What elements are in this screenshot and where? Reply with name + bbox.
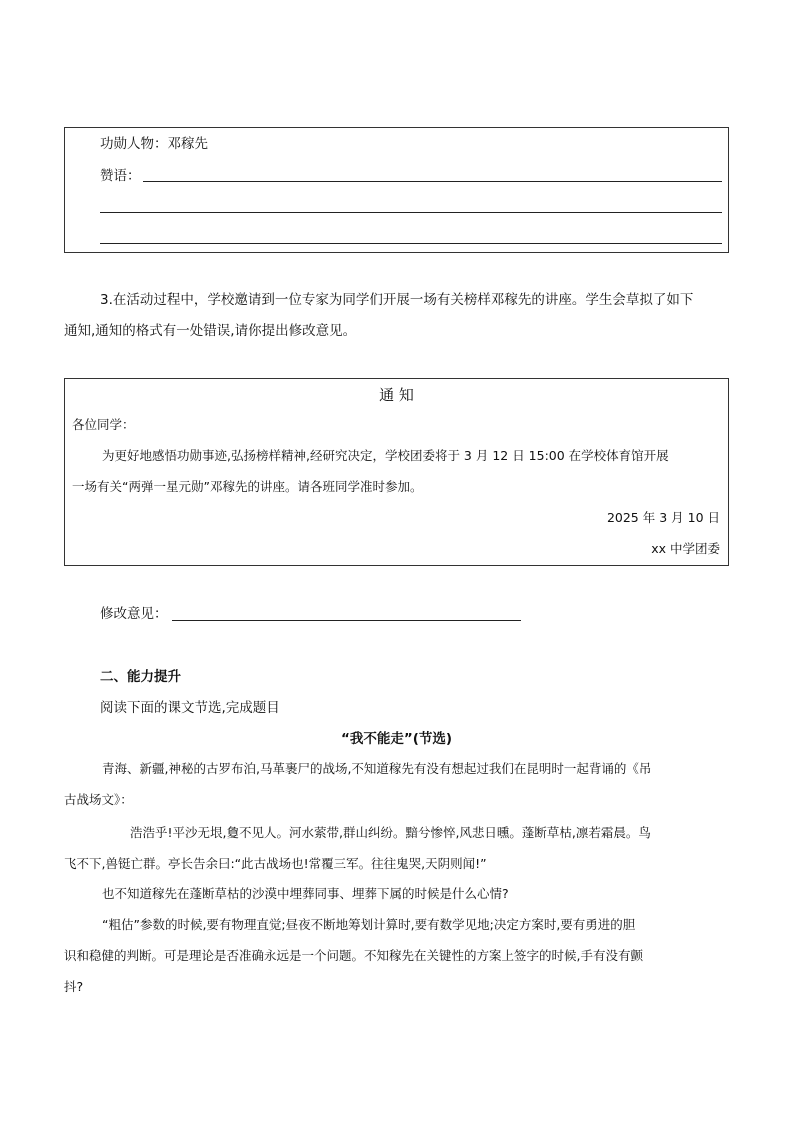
revision-answer-line[interactable] bbox=[172, 620, 521, 621]
notice-greeting: 各位同学： bbox=[72, 417, 135, 432]
notice-box bbox=[64, 378, 729, 566]
section-2-instruction: 阅读下面的课文节选,完成题目 bbox=[100, 700, 280, 716]
praise-label: 赞语： bbox=[100, 168, 141, 184]
praise-answer-line-2[interactable] bbox=[100, 212, 722, 213]
passage-p4-line-3: 抖? bbox=[64, 979, 84, 994]
question-3-line-1: 3.在活动过程中，学校邀请到一位专家为同学们开展一场有关榜样邓稼先的讲座。学生会草拟了如下 bbox=[100, 292, 694, 308]
passage-p3: 也不知道稼先在蓬断草枯的沙漠中埋葬同事、埋葬下属的时候是什么心情? bbox=[102, 886, 509, 901]
notice-signature: xx 中学团委 bbox=[651, 541, 720, 556]
notice-body-line-1: 为更好地感悟功勋事迹,弘扬榜样精神,经研究决定，学校团委将于 3 月 12 日 15:00 在学校体育馆开展 bbox=[102, 448, 669, 463]
section-2-heading: 二、能力提升 bbox=[100, 669, 181, 685]
passage-p4-line-1: “粗估”参数的时候,要有物理直觉;昼夜不断地筹划计算时,要有数学见地;决定方案时,要有勇进的胆 bbox=[102, 917, 636, 932]
notice-title: 通 知 bbox=[379, 386, 414, 404]
person-label: 功勋人物： bbox=[100, 136, 168, 152]
person-name: 邓稼先 bbox=[167, 136, 208, 152]
notice-body-line-2: 一场有关“两弹一星元勋”邓稼先的讲座。请各班同学准时参加。 bbox=[72, 479, 423, 494]
passage-title bbox=[64, 729, 729, 749]
notice-date: 2025 年 3 月 10 日 bbox=[606, 510, 720, 525]
praise-answer-line-1[interactable] bbox=[143, 181, 722, 182]
passage-p1-line-1: 青海、新疆,神秘的古罗布泊,马革裹尸的战场,不知道稼先有没有想起过我们在昆明时一起背诵的《吊 bbox=[102, 761, 652, 776]
passage-p2-line-1: 浩浩乎!平沙无垠,敻不见人。河水萦带,群山纠纷。黯兮惨悴,风悲日曛。蓬断草枯,凛若霜晨。鸟 bbox=[130, 825, 651, 840]
praise-answer-line-3[interactable] bbox=[100, 243, 722, 244]
passage-p1-line-2: 古战场文》： bbox=[64, 792, 133, 807]
question-3-line-2: 通知,通知的格式有一处错误,请你提出修改意见。 bbox=[64, 323, 357, 339]
person-line bbox=[100, 134, 208, 154]
passage-p4-line-2: 识和稳健的判断。可是理论是否准确永远是一个问题。不知稼先在关键性的方案上签字的时候,手有没有颤 bbox=[64, 948, 643, 963]
revision-label: 修改意见： bbox=[100, 606, 168, 622]
passage-p2-line-2: 飞不下,兽铤亡群。亭长告余曰:“此古战场也!常覆三军。往往鬼哭,天阴则闻!” bbox=[64, 856, 487, 871]
passage-title-text: “我不能走”(节选) bbox=[340, 731, 453, 747]
